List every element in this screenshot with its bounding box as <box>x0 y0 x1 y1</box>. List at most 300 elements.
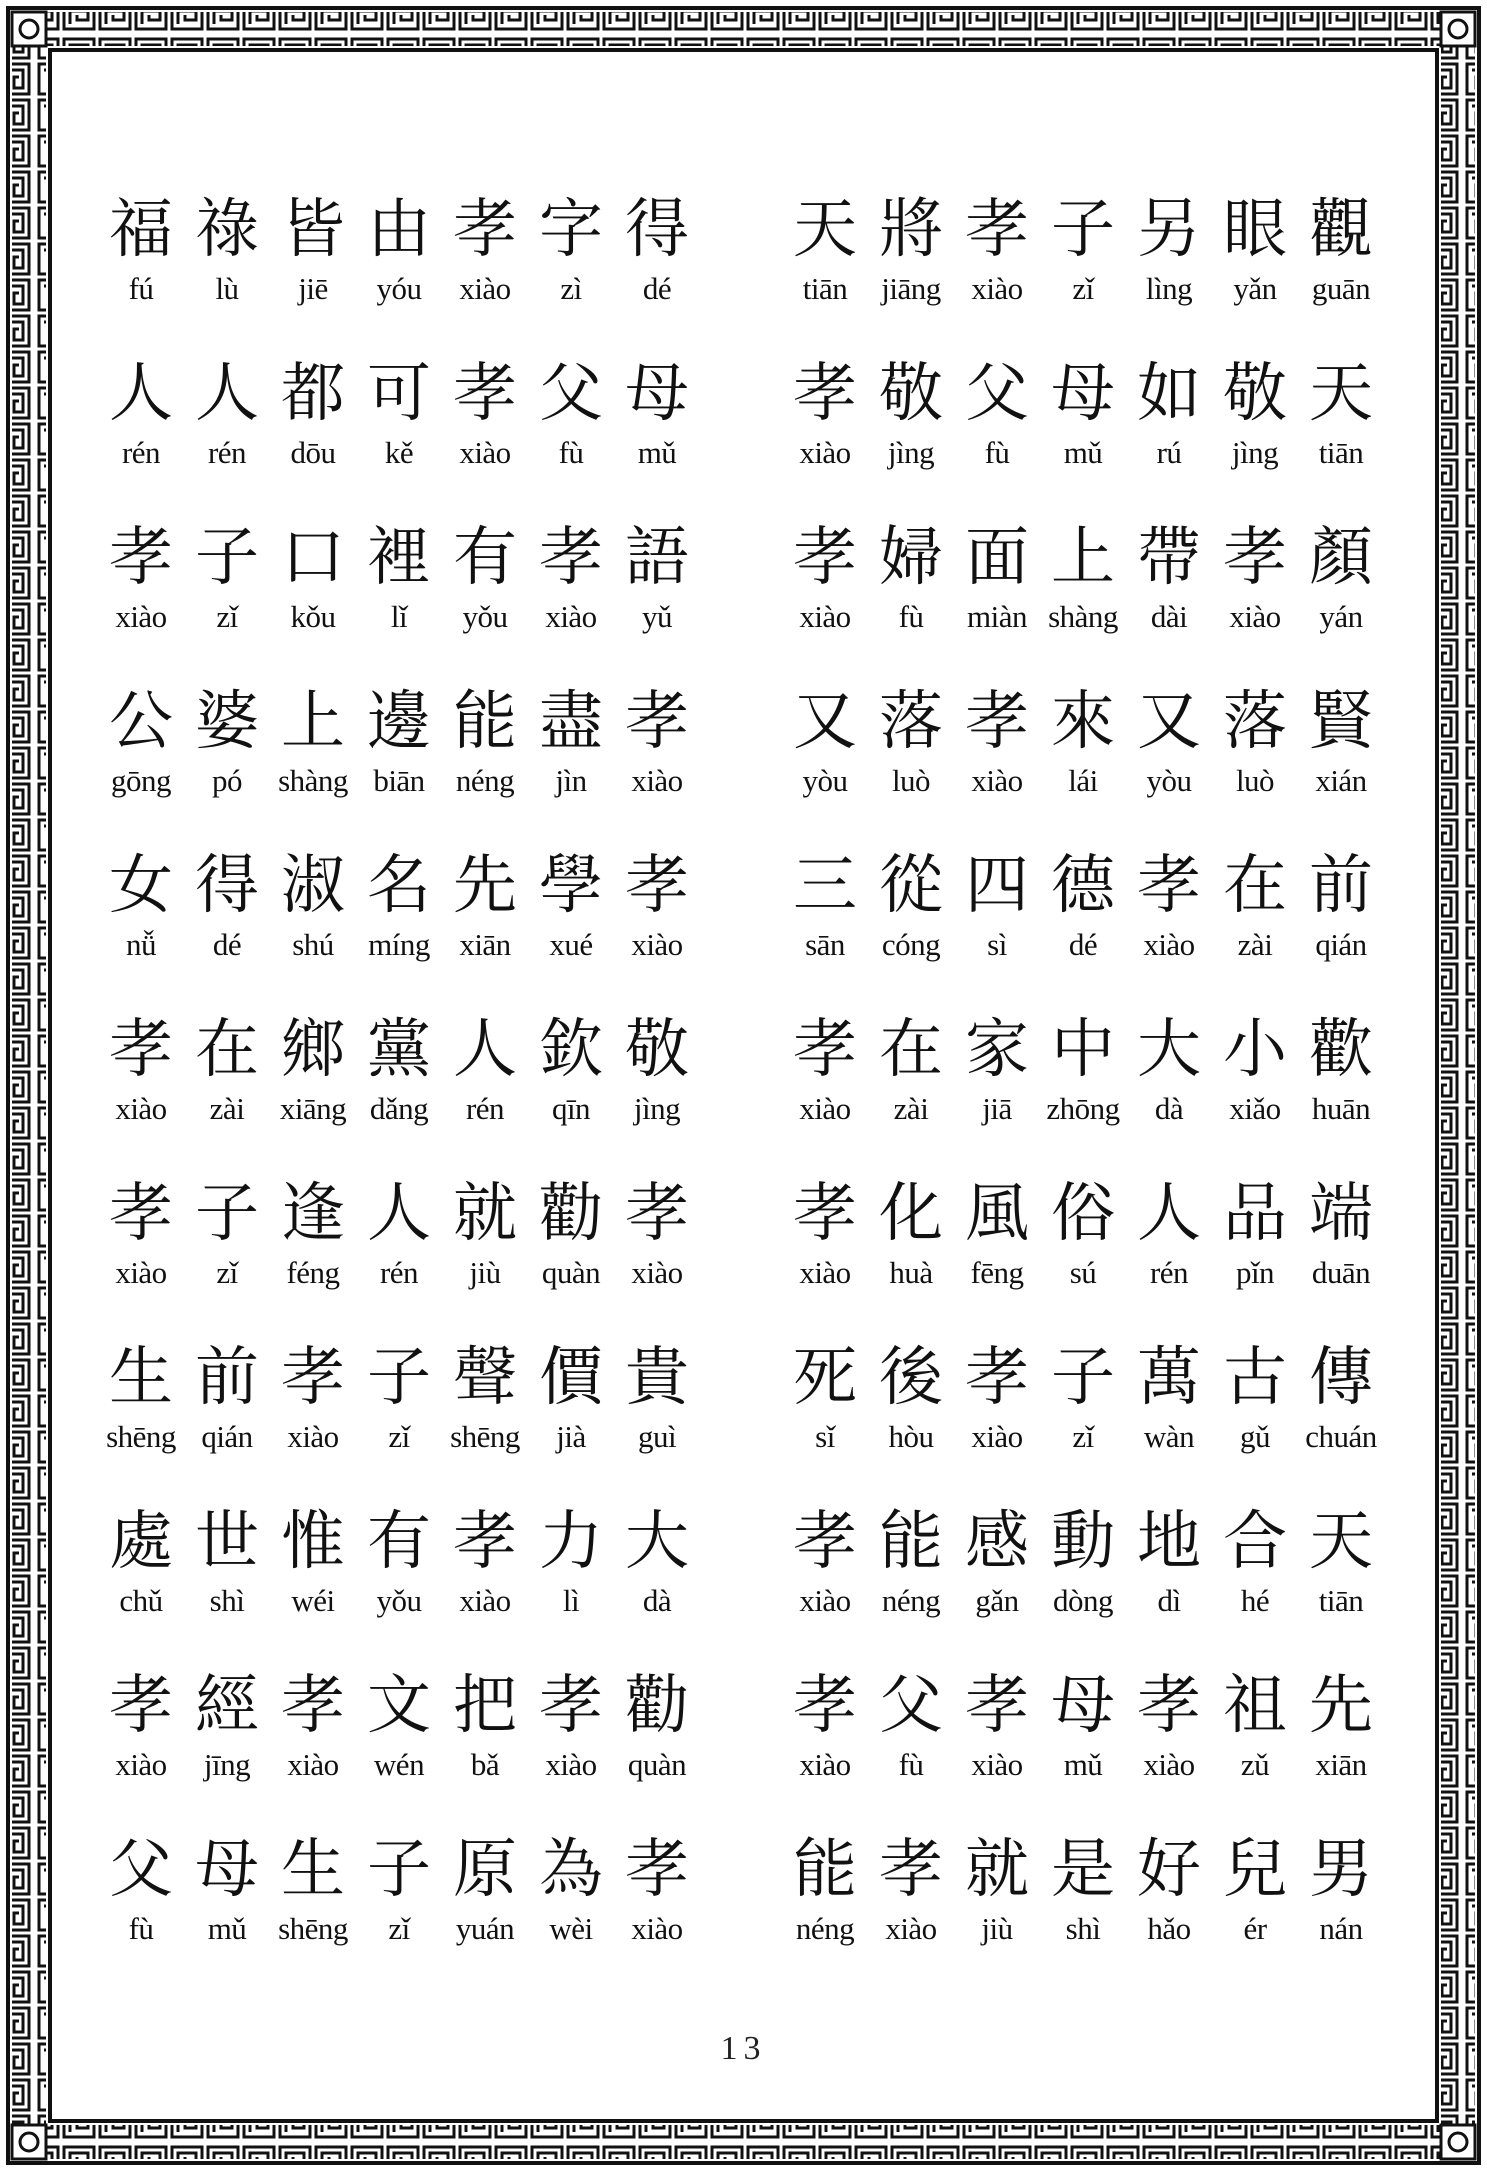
pinyin-syllable: xué <box>549 927 593 962</box>
pinyin-syllable: xiào <box>971 763 1023 798</box>
pinyin-syllable: pó <box>212 763 242 798</box>
hanzi-character: 惟 <box>281 1505 345 1579</box>
pinyin-syllable: xiào <box>287 1747 339 1782</box>
hanzi-character: 歡 <box>1309 1013 1373 1087</box>
pinyin-syllable: hǎo <box>1147 1911 1191 1946</box>
hanzi-character: 合 <box>1223 1505 1287 1579</box>
pinyin-syllable: shì <box>1065 1911 1101 1946</box>
pinyin-syllable: xiào <box>115 1091 167 1126</box>
left-couplet-line <box>98 1830 738 1994</box>
pinyin-syllable: mǔ <box>1063 1747 1103 1782</box>
pinyin-syllable: lìng <box>1145 271 1193 306</box>
hanzi-character: 孝 <box>793 1013 857 1087</box>
hanzi-character: 小 <box>1223 1013 1287 1087</box>
pinyin-syllable: xiào <box>971 1419 1023 1454</box>
right-couplet-line <box>782 1502 1422 1666</box>
pinyin-syllable: shàng <box>1048 599 1118 634</box>
pinyin-syllable: dé <box>1068 927 1098 962</box>
hanzi-character: 孝 <box>109 1669 173 1743</box>
hanzi-character: 婆 <box>195 685 259 759</box>
pinyin-syllable: xiào <box>459 271 511 306</box>
hanzi-character: 四 <box>965 849 1029 923</box>
pinyin-syllable: zǐ <box>216 1255 238 1290</box>
hanzi-character: 敬 <box>625 1013 689 1087</box>
hanzi-character: 盡 <box>539 685 603 759</box>
hanzi-character: 前 <box>1309 849 1373 923</box>
hanzi-character: 逢 <box>281 1177 345 1251</box>
hanzi-character: 男 <box>1309 1833 1373 1907</box>
pinyin-row <box>98 434 738 472</box>
pinyin-row <box>782 1746 1422 1784</box>
pinyin-syllable: xiào <box>545 1747 597 1782</box>
pinyin-row <box>782 926 1422 964</box>
pinyin-syllable: sì <box>987 927 1007 962</box>
pinyin-syllable: xiào <box>1143 927 1195 962</box>
hanzi-character: 大 <box>625 1505 689 1579</box>
pinyin-syllable: luò <box>1235 763 1275 798</box>
hanzi-character: 聲 <box>453 1341 517 1415</box>
pinyin-syllable: wéi <box>291 1583 335 1618</box>
pinyin-syllable: néng <box>881 1583 941 1618</box>
pinyin-syllable: xiào <box>971 271 1023 306</box>
hanzi-character: 欽 <box>539 1013 603 1087</box>
hanzi-character: 鄉 <box>281 1013 345 1087</box>
hanzi-character: 孝 <box>1137 1669 1201 1743</box>
pinyin-syllable: xiāng <box>279 1091 347 1126</box>
pinyin-syllable: xiào <box>459 435 511 470</box>
hanzi-character: 死 <box>793 1341 857 1415</box>
hanzi-character: 孝 <box>793 357 857 431</box>
hanzi-character: 落 <box>1223 685 1287 759</box>
pinyin-syllable: rén <box>379 1255 419 1290</box>
pinyin-syllable: dé <box>642 271 672 306</box>
pinyin-syllable: jiù <box>469 1255 501 1290</box>
pinyin-syllable: yǎn <box>1233 271 1277 306</box>
hanzi-row <box>98 1666 738 1746</box>
pinyin-syllable: yǔ <box>642 599 672 634</box>
left-couplet-line <box>98 518 738 682</box>
pinyin-syllable: nǚ <box>126 927 156 962</box>
hanzi-character: 處 <box>109 1505 173 1579</box>
hanzi-character: 是 <box>1051 1833 1115 1907</box>
pinyin-syllable: xiào <box>115 599 167 634</box>
pinyin-syllable: fú <box>128 271 154 306</box>
pinyin-syllable: néng <box>795 1911 855 1946</box>
pinyin-syllable: zǔ <box>1240 1747 1270 1782</box>
pinyin-syllable: qián <box>201 1419 253 1454</box>
pinyin-syllable: xiào <box>631 927 683 962</box>
pinyin-syllable: jìng <box>633 1091 681 1126</box>
hanzi-row <box>782 1830 1422 1910</box>
hanzi-character: 得 <box>195 849 259 923</box>
hanzi-character: 為 <box>539 1833 603 1907</box>
pinyin-row <box>98 598 738 636</box>
hanzi-character: 先 <box>453 849 517 923</box>
pinyin-row <box>98 1254 738 1292</box>
pinyin-syllable: zài <box>209 1091 245 1126</box>
hanzi-character: 敬 <box>879 357 943 431</box>
hanzi-row <box>782 190 1422 270</box>
pinyin-syllable: chuán <box>1305 1419 1377 1454</box>
hanzi-row <box>782 1174 1422 1254</box>
hanzi-character: 子 <box>195 521 259 595</box>
pinyin-syllable: sǐ <box>815 1419 835 1454</box>
pinyin-syllable: sān <box>805 927 845 962</box>
hanzi-character: 兒 <box>1223 1833 1287 1907</box>
hanzi-row <box>98 354 738 434</box>
hanzi-character: 女 <box>109 849 173 923</box>
pinyin-syllable: huān <box>1311 1091 1371 1126</box>
pinyin-syllable: xiào <box>287 1419 339 1454</box>
pinyin-syllable: guì <box>637 1419 677 1454</box>
pinyin-syllable: yǒu <box>376 1583 422 1618</box>
pinyin-syllable: xiào <box>971 1747 1023 1782</box>
hanzi-character: 生 <box>281 1833 345 1907</box>
pinyin-syllable: xiào <box>459 1583 511 1618</box>
pinyin-syllable: míng <box>368 927 430 962</box>
pinyin-syllable: dōu <box>290 435 336 470</box>
left-couplet-line <box>98 846 738 1010</box>
hanzi-character: 母 <box>625 357 689 431</box>
pinyin-syllable: jīng <box>203 1747 251 1782</box>
hanzi-character: 品 <box>1223 1177 1287 1251</box>
hanzi-character: 公 <box>109 685 173 759</box>
page-number: 13 <box>720 2030 767 2067</box>
pinyin-syllable: xiǎo <box>1229 1091 1281 1126</box>
pinyin-syllable: jìn <box>555 763 587 798</box>
pinyin-syllable: shēng <box>450 1419 520 1454</box>
pinyin-syllable: jiē <box>298 271 328 306</box>
pinyin-syllable: jiā <box>982 1091 1012 1126</box>
hanzi-character: 孝 <box>625 685 689 759</box>
hanzi-character: 先 <box>1309 1669 1373 1743</box>
hanzi-row <box>782 354 1422 434</box>
hanzi-row <box>782 846 1422 926</box>
hanzi-row <box>98 682 738 762</box>
pinyin-syllable: wèi <box>549 1911 593 1946</box>
pinyin-syllable: tiān <box>1318 435 1364 470</box>
pinyin-syllable: yòu <box>802 763 848 798</box>
pinyin-syllable: quàn <box>627 1747 687 1782</box>
pinyin-syllable: xiào <box>1229 599 1281 634</box>
pinyin-syllable: xiào <box>631 1255 683 1290</box>
hanzi-character: 上 <box>1051 521 1115 595</box>
pinyin-syllable: zǐ <box>1072 271 1094 306</box>
hanzi-character: 孝 <box>109 1177 173 1251</box>
pinyin-row <box>98 1910 738 1948</box>
hanzi-character: 帶 <box>1137 521 1201 595</box>
pinyin-syllable: fù <box>984 435 1010 470</box>
pinyin-syllable: lái <box>1068 763 1098 798</box>
hanzi-character: 有 <box>453 521 517 595</box>
hanzi-character: 子 <box>367 1833 431 1907</box>
pinyin-syllable: luò <box>891 763 931 798</box>
pinyin-syllable: tiān <box>802 271 848 306</box>
pinyin-syllable: zài <box>1237 927 1273 962</box>
hanzi-character: 風 <box>965 1177 1029 1251</box>
pinyin-syllable: xiān <box>459 927 511 962</box>
right-couplet-line <box>782 1010 1422 1174</box>
pinyin-syllable: xiào <box>799 1747 851 1782</box>
pinyin-syllable: xiào <box>631 1911 683 1946</box>
hanzi-character: 皆 <box>281 193 345 267</box>
pinyin-syllable: dì <box>1157 1583 1181 1618</box>
pinyin-syllable: dǎng <box>369 1091 429 1126</box>
pinyin-row <box>782 1910 1422 1948</box>
pinyin-row <box>98 1582 738 1620</box>
left-couplet-line <box>98 1502 738 1666</box>
left-couplet-line <box>98 1666 738 1830</box>
hanzi-character: 孝 <box>793 1669 857 1743</box>
hanzi-character: 祖 <box>1223 1669 1287 1743</box>
pinyin-syllable: zài <box>893 1091 929 1126</box>
hanzi-character: 能 <box>793 1833 857 1907</box>
pinyin-syllable: yóu <box>376 271 422 306</box>
pinyin-syllable: féng <box>286 1255 340 1290</box>
pinyin-syllable: zǐ <box>388 1911 410 1946</box>
hanzi-character: 後 <box>879 1341 943 1415</box>
hanzi-row <box>98 846 738 926</box>
pinyin-syllable: mǔ <box>1063 435 1103 470</box>
hanzi-character: 婦 <box>879 521 943 595</box>
hanzi-character: 能 <box>879 1505 943 1579</box>
pinyin-row <box>782 434 1422 472</box>
pinyin-syllable: dà <box>1154 1091 1184 1126</box>
pinyin-syllable: lǐ <box>390 599 408 634</box>
pinyin-syllable: xiào <box>799 1255 851 1290</box>
pinyin-syllable: jià <box>556 1419 586 1454</box>
hanzi-character: 價 <box>539 1341 603 1415</box>
hanzi-character: 子 <box>1051 193 1115 267</box>
pinyin-syllable: zǐ <box>216 599 238 634</box>
hanzi-character: 來 <box>1051 685 1115 759</box>
hanzi-character: 人 <box>1137 1177 1201 1251</box>
pinyin-syllable: xiào <box>115 1747 167 1782</box>
hanzi-character: 孝 <box>281 1669 345 1743</box>
pinyin-syllable: nán <box>1319 1911 1363 1946</box>
pinyin-syllable: zhōng <box>1046 1091 1120 1126</box>
pinyin-syllable: qián <box>1315 927 1367 962</box>
pinyin-syllable: gǎn <box>975 1583 1019 1618</box>
hanzi-character: 家 <box>965 1013 1029 1087</box>
hanzi-character: 福 <box>109 193 173 267</box>
hanzi-row <box>782 1338 1422 1418</box>
right-couplet-line <box>782 190 1422 354</box>
pinyin-syllable: zǐ <box>1072 1419 1094 1454</box>
pinyin-syllable: néng <box>455 763 515 798</box>
hanzi-character: 孝 <box>965 193 1029 267</box>
pinyin-syllable: lù <box>215 271 239 306</box>
hanzi-character: 人 <box>195 357 259 431</box>
hanzi-character: 父 <box>109 1833 173 1907</box>
pinyin-syllable: kě <box>384 435 414 470</box>
pinyin-syllable: fù <box>128 1911 154 1946</box>
pinyin-syllable: xiào <box>799 435 851 470</box>
pinyin-syllable: fù <box>898 599 924 634</box>
pinyin-syllable: shàng <box>278 763 348 798</box>
hanzi-character: 面 <box>965 521 1029 595</box>
hanzi-character: 落 <box>879 685 943 759</box>
hanzi-character: 裡 <box>367 521 431 595</box>
hanzi-character: 敬 <box>1223 357 1287 431</box>
hanzi-character: 眼 <box>1223 193 1287 267</box>
pinyin-syllable: rén <box>1149 1255 1189 1290</box>
hanzi-character: 萬 <box>1137 1341 1201 1415</box>
right-couplet-line <box>782 1338 1422 1502</box>
pinyin-syllable: wén <box>373 1747 425 1782</box>
hanzi-character: 人 <box>109 357 173 431</box>
hanzi-character: 邊 <box>367 685 431 759</box>
pinyin-syllable: fēng <box>970 1255 1024 1290</box>
hanzi-character: 原 <box>453 1833 517 1907</box>
hanzi-row <box>98 1502 738 1582</box>
hanzi-character: 動 <box>1051 1505 1115 1579</box>
pinyin-syllable: xiào <box>885 1911 937 1946</box>
hanzi-character: 前 <box>195 1341 259 1415</box>
hanzi-character: 祿 <box>195 193 259 267</box>
hanzi-row <box>98 1010 738 1090</box>
right-couplet-line <box>782 1830 1422 1994</box>
hanzi-character: 傳 <box>1309 1341 1373 1415</box>
hanzi-character: 勸 <box>625 1669 689 1743</box>
right-couplet-line <box>782 1666 1422 1830</box>
pinyin-syllable: miàn <box>967 599 1027 634</box>
pinyin-syllable: hòu <box>888 1419 934 1454</box>
hanzi-character: 經 <box>195 1669 259 1743</box>
pinyin-syllable: xiào <box>799 599 851 634</box>
pinyin-syllable: qīn <box>551 1091 591 1126</box>
hanzi-character: 如 <box>1137 357 1201 431</box>
pinyin-row <box>98 762 738 800</box>
hanzi-character: 孝 <box>879 1833 943 1907</box>
pinyin-syllable: yòu <box>1146 763 1192 798</box>
pinyin-syllable: kǒu <box>290 599 336 634</box>
hanzi-character: 從 <box>879 849 943 923</box>
hanzi-character: 孝 <box>1223 521 1287 595</box>
hanzi-character: 孝 <box>965 1669 1029 1743</box>
pinyin-syllable: dài <box>1150 599 1188 634</box>
hanzi-character: 天 <box>1309 1505 1373 1579</box>
pinyin-syllable: gōng <box>111 763 171 798</box>
hanzi-character: 孝 <box>1137 849 1201 923</box>
pinyin-syllable: jiù <box>981 1911 1013 1946</box>
hanzi-character: 孝 <box>453 1505 517 1579</box>
right-couplet-line <box>782 354 1422 518</box>
hanzi-character: 子 <box>195 1177 259 1251</box>
hanzi-row <box>98 1830 738 1910</box>
pinyin-syllable: jìng <box>1231 435 1279 470</box>
pinyin-syllable: xiào <box>115 1255 167 1290</box>
pinyin-row <box>98 1418 738 1456</box>
hanzi-character: 孝 <box>965 685 1029 759</box>
pinyin-syllable: dé <box>212 927 242 962</box>
hanzi-character: 都 <box>281 357 345 431</box>
hanzi-character: 名 <box>367 849 431 923</box>
hanzi-character: 好 <box>1137 1833 1201 1907</box>
hanzi-character: 勸 <box>539 1177 603 1251</box>
left-column <box>98 190 738 1994</box>
pinyin-row <box>782 1418 1422 1456</box>
pinyin-syllable: zǐ <box>388 1419 410 1454</box>
hanzi-character: 父 <box>539 357 603 431</box>
right-couplet-line <box>782 846 1422 1010</box>
pinyin-syllable: quàn <box>541 1255 601 1290</box>
pinyin-syllable: duān <box>1311 1255 1371 1290</box>
pinyin-row <box>782 1254 1422 1292</box>
pinyin-syllable: xiào <box>631 763 683 798</box>
hanzi-character: 孝 <box>453 193 517 267</box>
pinyin-syllable: ér <box>1243 1911 1267 1946</box>
pinyin-syllable: fù <box>558 435 584 470</box>
pinyin-syllable: dòng <box>1053 1583 1113 1618</box>
pinyin-syllable: zì <box>560 271 582 306</box>
pinyin-syllable: lì <box>562 1583 580 1618</box>
right-column <box>782 190 1422 1994</box>
pinyin-syllable: huà <box>889 1255 933 1290</box>
hanzi-character: 上 <box>281 685 345 759</box>
hanzi-character: 得 <box>625 193 689 267</box>
hanzi-character: 天 <box>793 193 857 267</box>
pinyin-syllable: guān <box>1311 271 1371 306</box>
hanzi-character: 由 <box>367 193 431 267</box>
hanzi-character: 在 <box>195 1013 259 1087</box>
pinyin-syllable: hé <box>1240 1583 1270 1618</box>
hanzi-row <box>782 518 1422 598</box>
hanzi-row <box>98 1174 738 1254</box>
pinyin-syllable: rén <box>121 435 161 470</box>
pinyin-syllable: shú <box>292 927 334 962</box>
pinyin-syllable: tiān <box>1318 1583 1364 1618</box>
pinyin-syllable: xián <box>1315 763 1367 798</box>
pinyin-syllable: bǎ <box>470 1747 500 1782</box>
pinyin-syllable: rén <box>207 435 247 470</box>
hanzi-character: 父 <box>965 357 1029 431</box>
hanzi-character: 把 <box>453 1669 517 1743</box>
pinyin-row <box>98 926 738 964</box>
hanzi-character: 世 <box>195 1505 259 1579</box>
pinyin-syllable: xiào <box>545 599 597 634</box>
pinyin-syllable: yǒu <box>462 599 508 634</box>
hanzi-character: 孝 <box>281 1341 345 1415</box>
pinyin-syllable: chǔ <box>119 1583 163 1618</box>
left-couplet-line <box>98 354 738 518</box>
left-couplet-line <box>98 682 738 846</box>
pinyin-syllable: gǔ <box>1240 1419 1270 1454</box>
hanzi-character: 古 <box>1223 1341 1287 1415</box>
hanzi-character: 母 <box>195 1833 259 1907</box>
hanzi-character: 子 <box>367 1341 431 1415</box>
pinyin-syllable: sú <box>1069 1255 1097 1290</box>
pinyin-syllable: rú <box>1156 435 1182 470</box>
hanzi-character: 將 <box>879 193 943 267</box>
hanzi-character: 孝 <box>625 1177 689 1251</box>
pinyin-row <box>98 270 738 308</box>
pinyin-row <box>782 598 1422 636</box>
pinyin-syllable: yuán <box>455 1911 515 1946</box>
pinyin-syllable: jìng <box>887 435 935 470</box>
hanzi-character: 能 <box>453 685 517 759</box>
hanzi-row <box>98 518 738 598</box>
pinyin-syllable: mǔ <box>207 1911 247 1946</box>
hanzi-character: 德 <box>1051 849 1115 923</box>
hanzi-character: 孝 <box>539 521 603 595</box>
pinyin-syllable: yán <box>1319 599 1363 634</box>
hanzi-character: 貴 <box>625 1341 689 1415</box>
hanzi-character: 天 <box>1309 357 1373 431</box>
hanzi-character: 生 <box>109 1341 173 1415</box>
hanzi-character: 淑 <box>281 849 345 923</box>
hanzi-character: 就 <box>965 1833 1029 1907</box>
